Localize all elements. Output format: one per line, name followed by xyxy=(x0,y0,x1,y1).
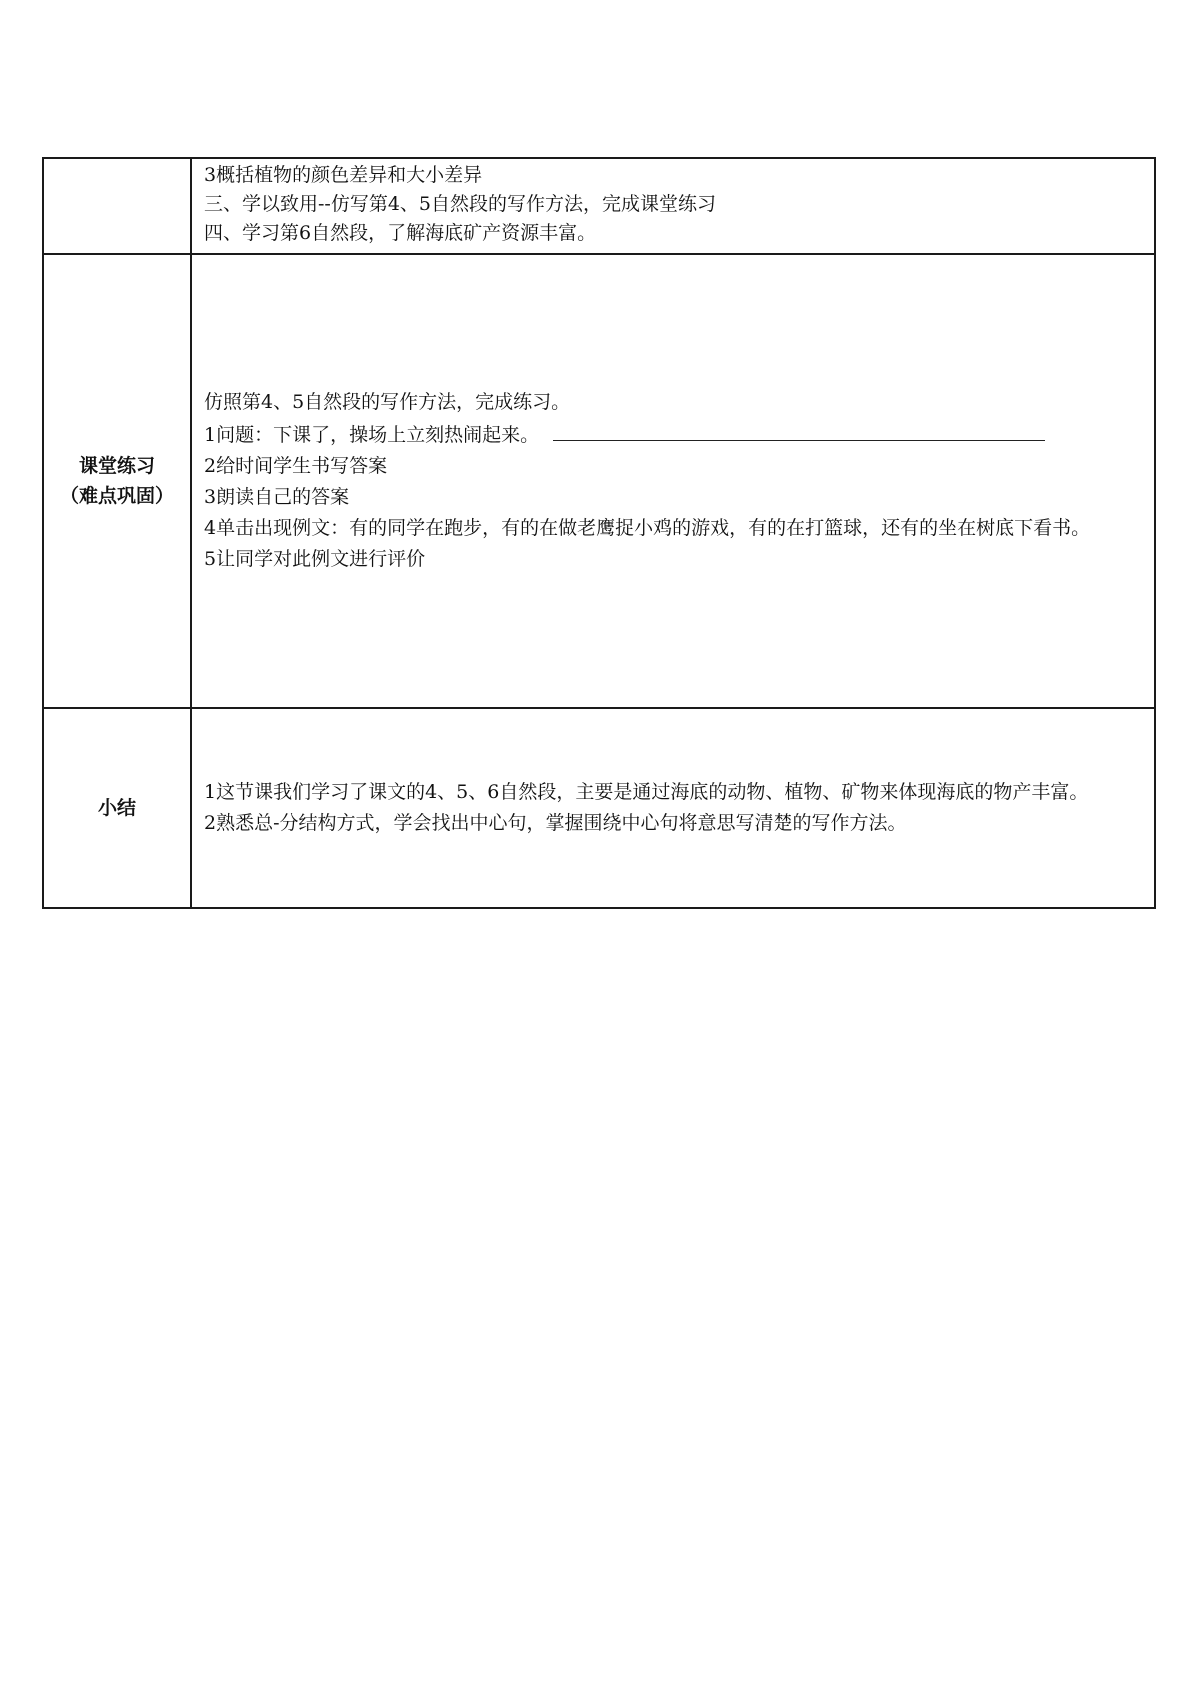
practice-content-cell xyxy=(191,254,1155,708)
practice-label-cell xyxy=(43,254,191,708)
summary-content-cell xyxy=(191,708,1155,908)
practice-question-line xyxy=(204,418,1144,451)
table-row-teaching-steps xyxy=(43,158,1155,254)
lesson-plan-table xyxy=(42,157,1156,909)
step-line: 3概括植物的颜色差异和大小差异 xyxy=(204,164,483,186)
summary-point: 2熟悉总-分结构方式，学会找出中心句，掌握围绕中心句将意思写清楚的写作方法。 xyxy=(204,812,907,834)
practice-label: 课堂练习 xyxy=(78,455,155,477)
practice-step: 2给时间学生书写答案 xyxy=(204,455,388,477)
practice-intro: 仿照第4、5自然段的写作方法，完成练习。 xyxy=(204,391,571,413)
practice-example: 4单击出现例文：有的同学在跑步，有的在做老鹰捉小鸡的游戏，有的在打篮球，还有的坐在树底下看书。 xyxy=(204,517,1091,539)
practice-sublabel: （难点巩固） xyxy=(59,485,174,507)
summary-label: 小结 xyxy=(43,708,191,908)
table-row-practice xyxy=(43,254,1155,708)
step-line: 三、学以致用--仿写第4、5自然段的写作方法，完成课堂练习 xyxy=(204,193,717,215)
row-label-empty xyxy=(43,158,191,254)
practice-step: 3朗读自己的答案 xyxy=(204,486,350,508)
summary-point: 1这节课我们学习了课文的4、5、6自然段，主要是通过海底的动物、植物、矿物来体现海底的物产丰富。 xyxy=(204,781,1089,803)
practice-question: 1问题：下课了，操场上立刻热闹起来。 xyxy=(204,424,540,446)
step-line: 四、学习第6自然段，了解海底矿产资源丰富。 xyxy=(204,222,597,244)
teaching-steps-cell xyxy=(191,158,1155,254)
table-row-summary xyxy=(43,708,1155,908)
practice-step: 5让同学对此例文进行评价 xyxy=(204,548,426,570)
answer-blank-line xyxy=(553,418,1045,441)
